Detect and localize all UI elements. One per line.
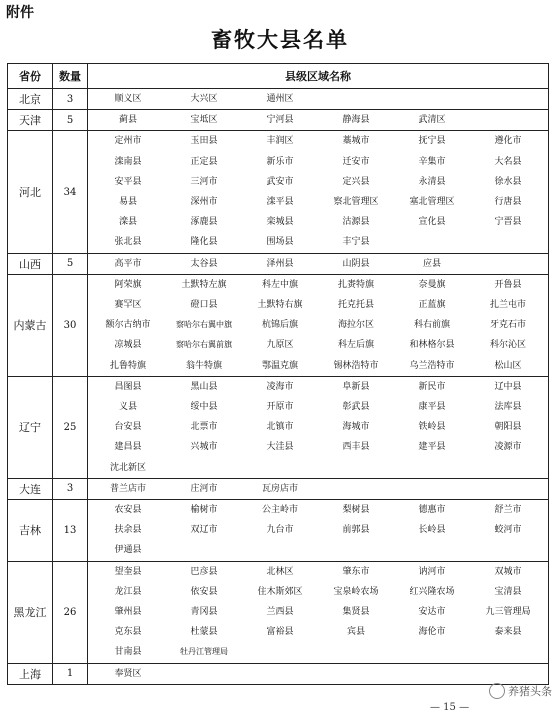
county-name: 科尔沁区 — [489, 340, 526, 351]
province-cell: 北京 — [8, 89, 53, 110]
county-name: 土默特左旗 — [181, 279, 227, 290]
county-name: 望奎县 — [114, 566, 142, 577]
header-count: 数量 — [53, 64, 88, 89]
county-name: 乌兰浩特市 — [409, 360, 455, 371]
county-name: 伊通县 — [114, 545, 142, 556]
table-row — [8, 89, 549, 110]
county-name: 新民市 — [418, 381, 446, 392]
county-name: 台安县 — [114, 422, 142, 433]
county-name: 绥中县 — [190, 402, 218, 413]
county-name: 奉贤区 — [114, 668, 142, 679]
county-name: 定兴县 — [342, 176, 370, 187]
county-name: 抚宁县 — [418, 136, 446, 147]
counties-cell — [88, 478, 549, 499]
county-name: 凌源市 — [494, 442, 522, 453]
county-name: 农安县 — [114, 505, 142, 516]
county-name: 玉田县 — [190, 136, 218, 147]
county-name: 磴口县 — [190, 300, 218, 311]
table-header-row — [8, 64, 549, 89]
county-name: 兰西县 — [266, 607, 294, 618]
table-row — [8, 663, 549, 684]
count-cell: 34 — [53, 131, 88, 253]
county-name: 公主岭市 — [261, 505, 298, 516]
county-name: 三河市 — [190, 176, 218, 187]
county-name: 大洼县 — [266, 442, 294, 453]
county-name: 藁城市 — [342, 136, 370, 147]
count-cell: 1 — [53, 663, 88, 684]
attachment-label: 附件 — [6, 5, 34, 21]
table-row — [8, 500, 549, 562]
county-name: 北镇市 — [266, 422, 294, 433]
counties-cell — [88, 274, 549, 376]
province-cell: 上海 — [8, 663, 53, 684]
county-name: 法库县 — [494, 402, 522, 413]
county-name: 开鲁县 — [494, 279, 522, 290]
province-cell: 天津 — [8, 110, 53, 131]
count-cell: 30 — [53, 274, 88, 376]
county-name: 肇州县 — [114, 607, 142, 618]
table-row — [8, 110, 549, 131]
county-name: 托克托县 — [337, 300, 374, 311]
table-body — [8, 89, 549, 685]
county-name: 大名县 — [494, 156, 522, 167]
county-name: 青冈县 — [190, 607, 218, 618]
county-table — [7, 63, 549, 685]
county-name: 前郭县 — [342, 525, 370, 536]
county-name: 徐水县 — [494, 176, 522, 187]
county-name: 海城市 — [342, 422, 370, 433]
province-cell: 河北 — [8, 131, 53, 253]
county-name: 鄂温克旗 — [261, 360, 298, 371]
county-name: 张北县 — [114, 237, 142, 248]
county-name: 安达市 — [418, 607, 446, 618]
county-name: 九原区 — [266, 340, 294, 351]
county-name: 土默特右旗 — [257, 300, 303, 311]
county-name: 庄河市 — [190, 483, 218, 494]
county-name: 甘南县 — [114, 647, 142, 658]
county-name: 凉城县 — [114, 340, 142, 351]
table-row — [8, 131, 549, 253]
county-name: 易县 — [118, 197, 137, 208]
county-name: 奈曼旗 — [418, 279, 446, 290]
county-name: 宝清县 — [494, 586, 522, 597]
county-name: 扎赉特旗 — [337, 279, 374, 290]
count-cell: 26 — [53, 561, 88, 663]
counties-cell — [88, 89, 549, 110]
county-name: 武清区 — [418, 115, 446, 126]
county-name: 永清县 — [418, 176, 446, 187]
county-name: 牡丹江管理局 — [180, 647, 228, 657]
county-name: 双城市 — [494, 566, 522, 577]
county-name: 松山区 — [494, 360, 522, 371]
county-name: 山阴县 — [342, 258, 370, 269]
county-name: 红兴隆农场 — [409, 586, 455, 597]
county-name: 翁牛特旗 — [185, 360, 222, 371]
county-name: 巴彦县 — [190, 566, 218, 577]
county-name: 舒兰市 — [494, 505, 522, 516]
page-number: — 15 — — [430, 702, 470, 713]
county-name: 太谷县 — [190, 258, 218, 269]
county-name: 凌海市 — [266, 381, 294, 392]
county-name: 扎鲁特旗 — [109, 360, 146, 371]
count-cell: 3 — [53, 89, 88, 110]
count-cell: 5 — [53, 110, 88, 131]
county-name: 阜新县 — [342, 381, 370, 392]
county-name: 丰润区 — [266, 136, 294, 147]
county-name: 应县 — [422, 258, 441, 269]
county-name: 静海县 — [342, 115, 370, 126]
county-name: 塞北管理区 — [409, 197, 455, 208]
county-name: 行唐县 — [494, 197, 522, 208]
province-cell: 辽宁 — [8, 376, 53, 478]
county-name: 泰来县 — [494, 627, 522, 638]
county-name: 宁河县 — [266, 115, 294, 126]
county-name: 科左中旗 — [261, 279, 298, 290]
county-name: 察哈尔右翼中旗 — [176, 320, 232, 330]
county-name: 宝泉岭农场 — [333, 586, 379, 597]
county-name: 宁晋县 — [494, 217, 522, 228]
county-name: 黑山县 — [190, 381, 218, 392]
counties-cell — [88, 376, 549, 478]
header-province: 省份 — [8, 64, 53, 89]
county-name: 涿鹿县 — [190, 217, 218, 228]
county-name: 扎兰屯市 — [489, 300, 526, 311]
county-name: 安平县 — [114, 176, 142, 187]
county-name: 和林格尔县 — [409, 340, 455, 351]
county-name: 滦平县 — [266, 197, 294, 208]
county-name: 顺义区 — [114, 94, 142, 104]
county-name: 栾城县 — [266, 217, 294, 228]
county-name: 铁岭县 — [418, 422, 446, 433]
county-name: 普兰店市 — [109, 483, 146, 494]
counties-cell — [88, 131, 549, 253]
county-name: 正蓝旗 — [418, 300, 446, 311]
county-name: 迁安市 — [342, 156, 370, 167]
county-name: 泽州县 — [266, 258, 294, 269]
count-cell: 5 — [53, 253, 88, 274]
counties-cell — [88, 663, 549, 684]
table-row — [8, 561, 549, 663]
county-name: 长岭县 — [418, 525, 446, 536]
county-name: 北票市 — [190, 422, 218, 433]
county-name: 杜蒙县 — [190, 627, 218, 638]
county-name: 沈北新区 — [109, 462, 146, 473]
county-name: 德惠市 — [418, 505, 446, 516]
county-name: 宝坻区 — [190, 115, 218, 126]
header-counties: 县级区域名称 — [88, 64, 549, 89]
county-name: 兴城市 — [190, 442, 218, 453]
county-name: 讷河市 — [418, 566, 446, 577]
county-name: 滦县 — [118, 217, 137, 228]
province-cell: 黑龙江 — [8, 561, 53, 663]
county-name: 海拉尔区 — [337, 320, 374, 331]
county-name: 遵化市 — [494, 136, 522, 147]
county-name: 辽中县 — [494, 381, 522, 392]
county-name: 建昌县 — [114, 442, 142, 453]
county-name: 正定县 — [190, 156, 218, 167]
province-cell: 大连 — [8, 478, 53, 499]
county-name: 围场县 — [266, 237, 294, 248]
county-name: 大兴区 — [190, 94, 218, 104]
county-name: 建平县 — [418, 442, 446, 453]
county-name: 高平市 — [114, 258, 142, 269]
county-name: 榆树市 — [190, 505, 218, 516]
count-cell: 13 — [53, 500, 88, 562]
county-name: 朝阳县 — [494, 422, 522, 433]
watermark — [489, 683, 552, 699]
county-name: 赛罕区 — [114, 300, 142, 311]
county-name: 沽源县 — [342, 217, 370, 228]
province-cell: 山西 — [8, 253, 53, 274]
counties-cell — [88, 561, 549, 663]
county-name: 丰宁县 — [342, 237, 370, 248]
county-name: 彰武县 — [342, 402, 370, 413]
county-name: 深州市 — [190, 197, 218, 208]
county-name: 滦南县 — [114, 156, 142, 167]
county-name: 宾县 — [346, 627, 365, 638]
county-name: 武安市 — [266, 176, 294, 187]
county-name: 定州市 — [114, 136, 142, 147]
county-name: 宣化县 — [418, 217, 446, 228]
county-name: 锡林浩特市 — [333, 360, 379, 371]
table-row — [8, 274, 549, 376]
table-row — [8, 376, 549, 478]
table-row — [8, 253, 549, 274]
watermark-text: 养猪头条 — [508, 685, 552, 698]
wechat-logo-icon — [489, 683, 505, 699]
county-name: 蓟县 — [118, 115, 137, 126]
county-name: 住木斯郊区 — [257, 586, 303, 597]
county-name: 义县 — [118, 402, 137, 413]
county-name: 肇东市 — [342, 566, 370, 577]
county-name: 新乐市 — [266, 156, 294, 167]
county-name: 九台市 — [266, 525, 294, 536]
county-name: 扶余县 — [114, 525, 142, 536]
county-name: 集贤县 — [342, 607, 370, 618]
county-name: 额尔古纳市 — [105, 320, 151, 331]
county-name: 通州区 — [266, 94, 294, 104]
county-name: 察哈尔右翼前旗 — [176, 340, 232, 350]
county-name: 杭锦后旗 — [261, 320, 298, 331]
county-name: 北林区 — [266, 566, 294, 577]
county-name: 九三管理局 — [485, 607, 531, 618]
province-cell: 内蒙古 — [8, 274, 53, 376]
county-name: 康平县 — [418, 402, 446, 413]
county-name: 龙江县 — [114, 586, 142, 597]
county-name: 科右前旗 — [413, 320, 450, 331]
province-cell: 吉林 — [8, 500, 53, 562]
county-name: 开原市 — [266, 402, 294, 413]
count-cell: 3 — [53, 478, 88, 499]
county-name: 昌图县 — [114, 381, 142, 392]
county-name: 牙克石市 — [489, 320, 526, 331]
counties-cell — [88, 110, 549, 131]
counties-cell — [88, 253, 549, 274]
county-name: 依安县 — [190, 586, 218, 597]
county-name: 辛集市 — [418, 156, 446, 167]
county-name: 阿荣旗 — [114, 279, 142, 290]
table-row — [8, 478, 549, 499]
counties-cell — [88, 500, 549, 562]
county-name: 梨树县 — [342, 505, 370, 516]
county-name: 克东县 — [114, 627, 142, 638]
county-name: 海伦市 — [418, 627, 446, 638]
document-title: 畜牧大县名单 — [211, 27, 349, 52]
county-name: 瓦房店市 — [261, 483, 298, 494]
county-name: 富裕县 — [266, 627, 294, 638]
county-name: 察北管理区 — [333, 197, 379, 208]
county-name: 科左后旗 — [337, 340, 374, 351]
county-name: 双辽市 — [190, 525, 218, 536]
county-name: 蛟河市 — [494, 525, 522, 536]
count-cell: 25 — [53, 376, 88, 478]
county-name: 西丰县 — [342, 442, 370, 453]
county-name: 隆化县 — [190, 237, 218, 248]
